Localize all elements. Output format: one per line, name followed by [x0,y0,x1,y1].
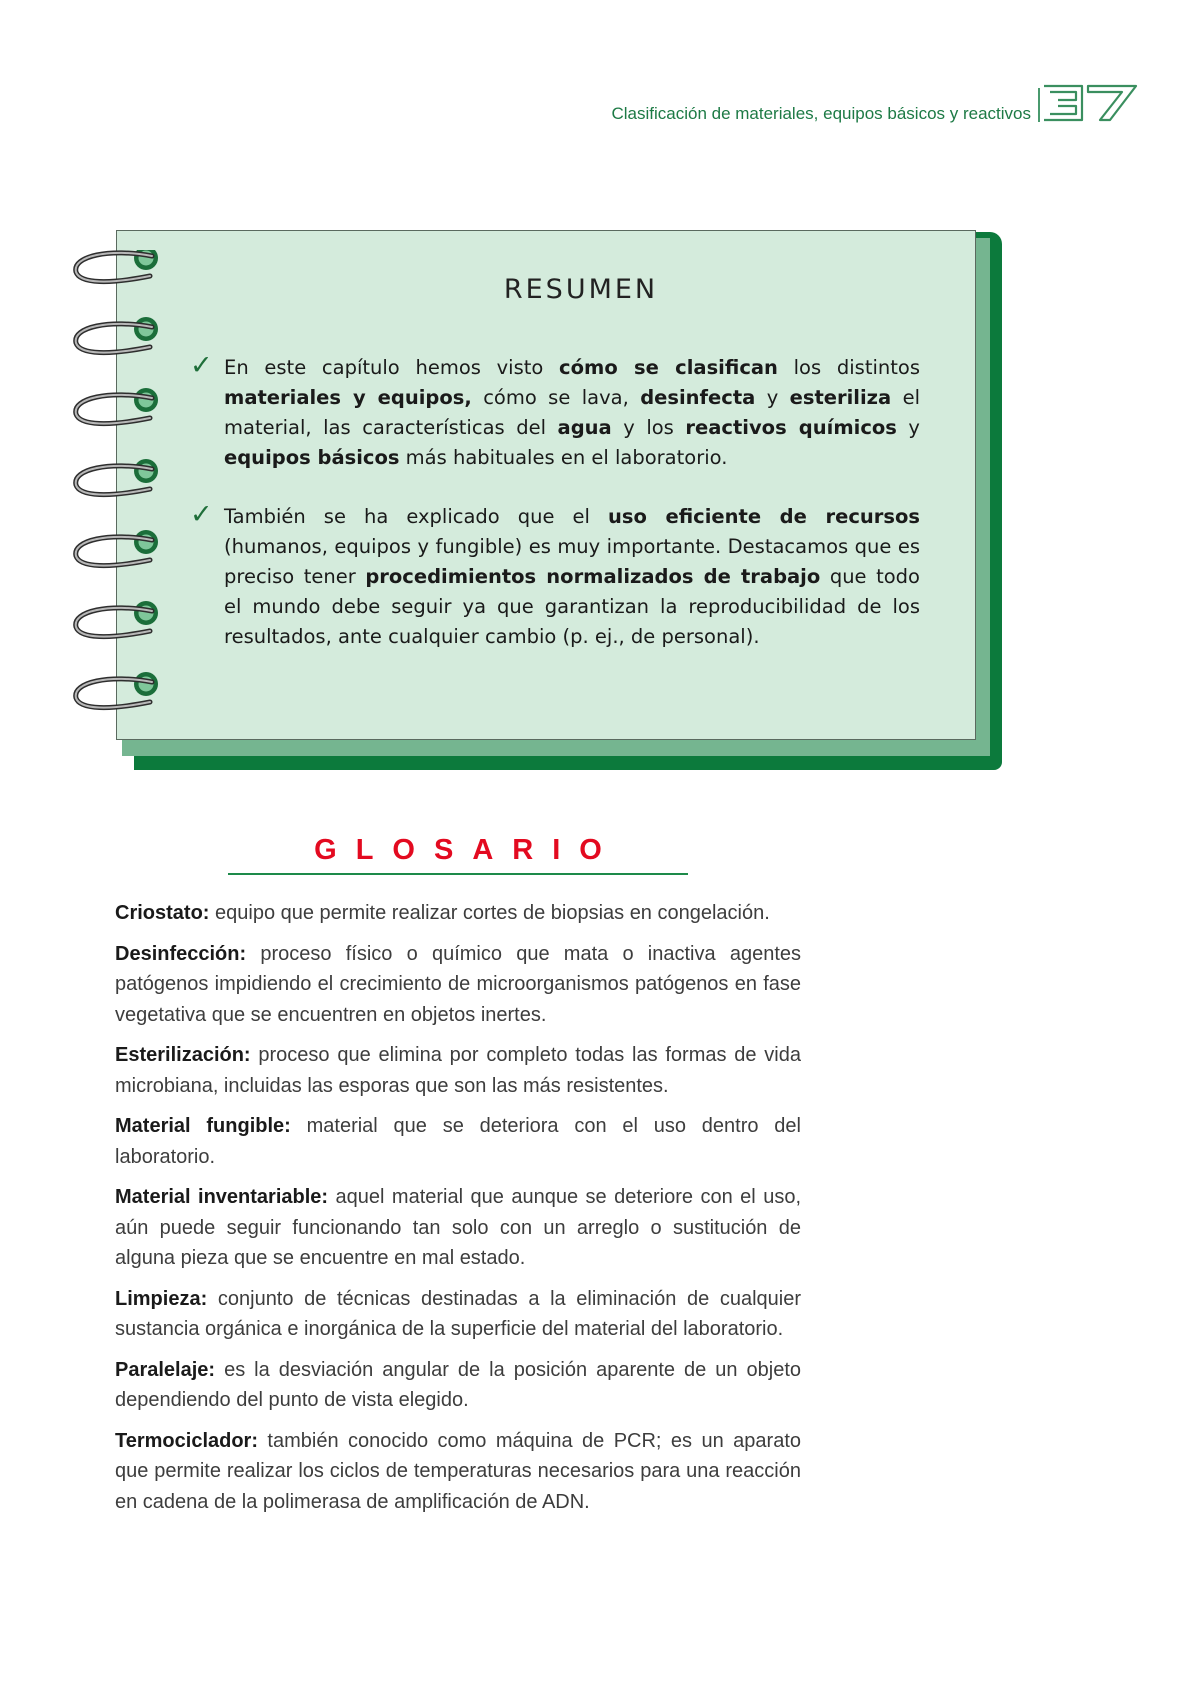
page-number [1040,80,1140,126]
glossary-definition: proceso que elimina por completo todas las formas de vida microbiana, incluidas las esporas que son las más resistentes. [115,1044,801,1097]
glossary-entry [115,1426,801,1518]
body-text: En este capítulo hemos visto [224,356,560,379]
glossary-title-underline [228,873,688,875]
glossary-term: Material fungible: [115,1115,291,1137]
body-text: cómo se lava, [471,386,641,409]
body-text: más habituales en el laboratorio. [399,446,728,469]
spiral-binding-icon [70,250,170,750]
summary-title: RESUMEN [503,274,659,305]
emphasis-text: cómo se clasifican [559,356,778,379]
emphasis-text: materiales y equipos, [224,386,472,409]
body-text: (humanos, equipos y fungible) es muy importante. Destacamos que es preciso tener [224,535,920,588]
glossary-term: Esterilización: [115,1044,251,1066]
glossary-entry [115,1182,801,1274]
glossary-definition: es la desviación angular de la posición aparente de un objeto dependiendo del punto de vista elegido. [115,1358,801,1411]
summary-list [190,350,920,681]
body-text: y [755,386,790,409]
glossary-term: Limpieza: [115,1287,208,1310]
summary-item [190,350,920,473]
glossary-definition: conjunto de técnicas destinadas a la eliminación de cualquier sustancia orgánica e inorgánica de la superficie del material del laboratorio. [115,1287,801,1340]
summary-item [190,499,920,652]
emphasis-text: reactivos químicos [685,416,897,439]
glossary-entry [115,898,801,929]
glossary-entry [115,1111,801,1172]
glossary-term: Material inventariable: [115,1186,329,1208]
body-text: que todo el mundo debe seguir ya que garantizan la reproducibilidad de los resultados, ante cualquier cambio (p. ej., de personal). [224,565,920,648]
glossary-entry [115,1040,801,1101]
glossary-definition: también conocido como máquina de PCR; es un aparato que permite realizar los ciclos de temperaturas necesarios para una reacción en cadena de la polimerasa de amplificación de ADN. [115,1429,801,1513]
checkmark-icon: ✓ [190,499,213,530]
checkmark-icon: ✓ [190,350,213,381]
glossary-definition: material que se deteriora con el uso dentro del laboratorio. [115,1115,801,1168]
glossary-term: Termociclador: [115,1429,258,1452]
summary-item-text [224,356,920,469]
body-text: los distintos [777,356,920,379]
glossary-term: Criostato: [115,902,210,924]
summary-item-text [224,505,920,648]
emphasis-text: procedimientos normalizados de trabajo [365,565,821,588]
body-text: También se ha explicado que el [224,505,608,528]
glossary-term: Paralelaje: [115,1358,216,1381]
emphasis-text: desinfecta [640,386,756,409]
emphasis-text: uso eficiente de recursos [607,505,920,528]
glossary-list [115,898,801,1527]
body-text: y los [611,416,686,439]
glossary-entry [115,1355,801,1416]
glossary-title: GLOSARIO [314,834,621,866]
body-text: el material, las características del [224,386,920,439]
emphasis-text: equipos básicos [224,446,400,469]
glossary-definition: proceso físico o químico que mata o inactiva agentes patógenos impidiendo el crecimiento de microorganismos patógenos en fase vegetativa que se encuentren en objetos inertes. [115,942,801,1026]
body-text: y [896,416,920,439]
glossary-entry [115,939,801,1031]
emphasis-text: agua [557,416,612,439]
emphasis-text: esteriliza [789,386,892,409]
glossary-definition: equipo que permite realizar cortes de biopsias en congelación. [209,902,770,924]
glossary-term: Desinfección: [115,942,247,965]
glossary-entry [115,1284,801,1345]
glossary-definition: aquel material que aunque se deteriore con el uso, aún puede seguir funcionando tan solo con un arreglo o sustitución de alguna pieza que se encuentre en mal estado. [115,1186,801,1269]
running-title: Clasificación de materiales, equipos básicos y reactivos [611,104,1031,123]
